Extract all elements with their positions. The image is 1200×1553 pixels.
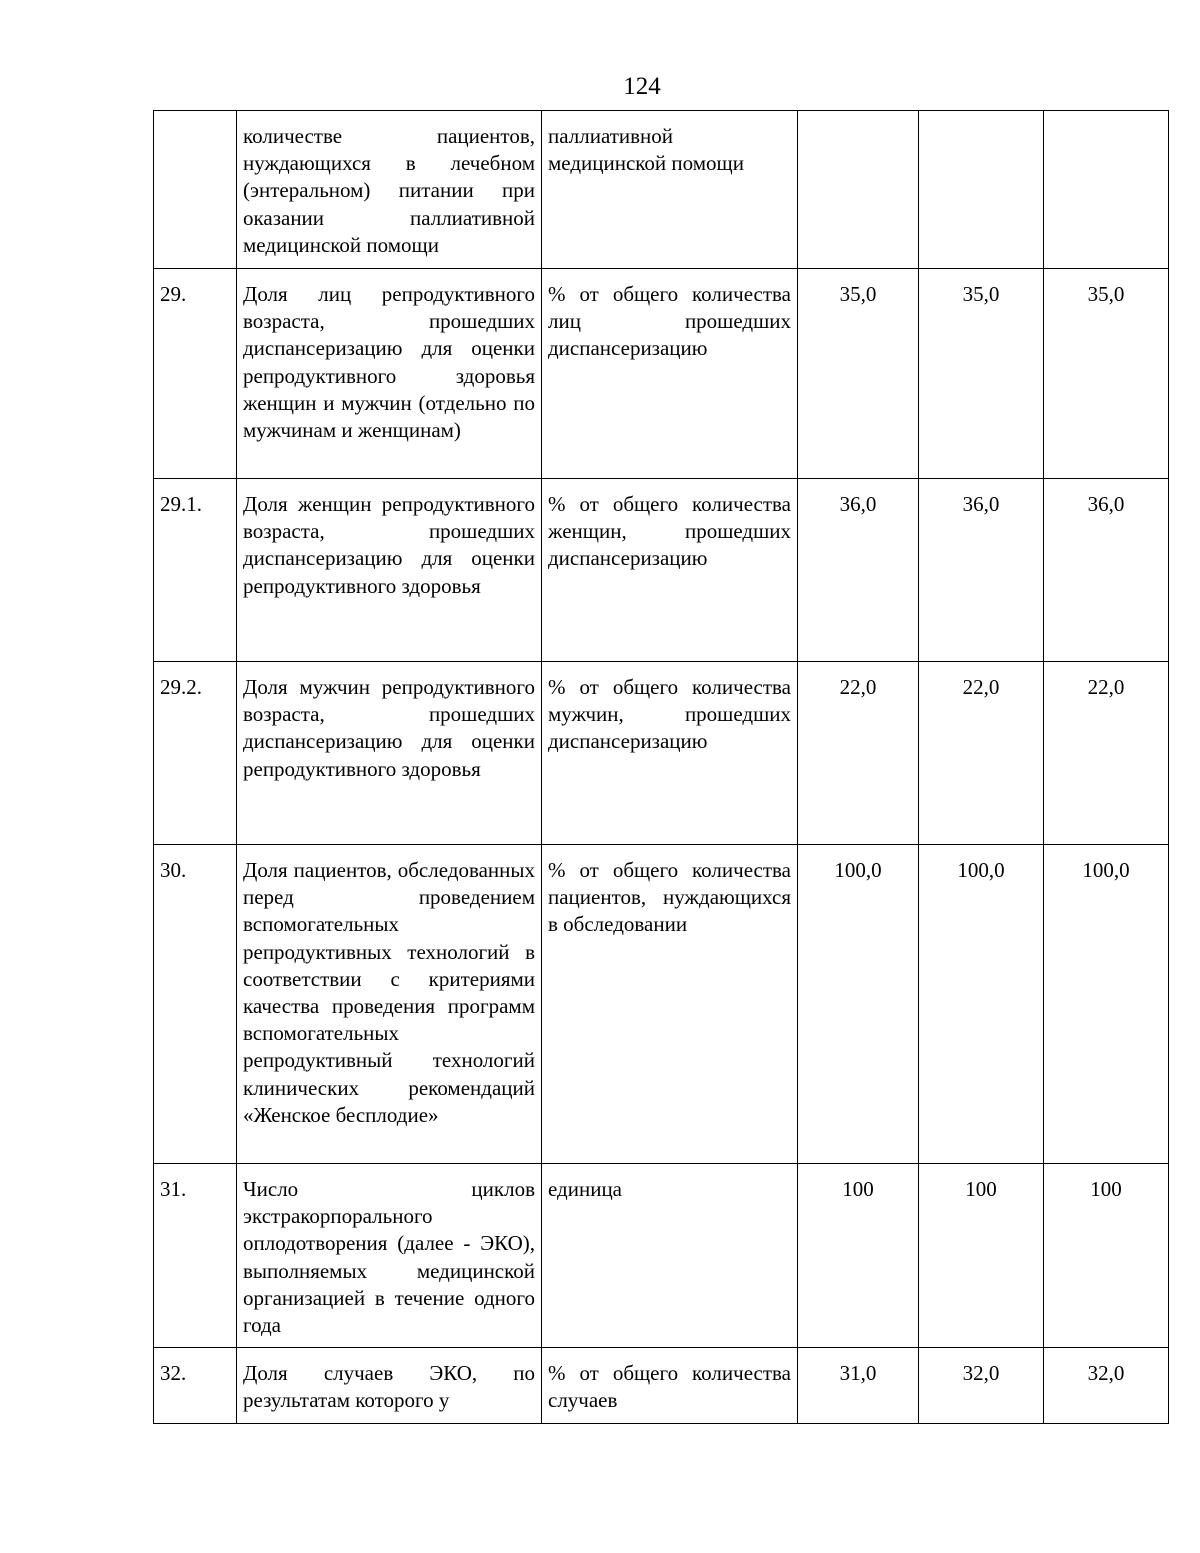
value-year-1: 100	[798, 1164, 919, 1348]
value-year-1	[798, 111, 919, 269]
table-row	[154, 1164, 1169, 1348]
unit-of-measure: единица	[542, 1164, 798, 1348]
value-year-2: 36,0	[919, 479, 1044, 662]
value-year-3: 32,0	[1044, 1348, 1169, 1423]
value-year-1: 31,0	[798, 1348, 919, 1423]
value-year-2: 22,0	[919, 662, 1044, 845]
unit-of-measure: % от общего количества женщин, прошедших диспансеризацию	[542, 479, 798, 662]
indicator-name: Число циклов экстракорпорального оплодотворения (далее - ЭКО), выполняемых медицинской организацией в течение одного года	[237, 1164, 542, 1348]
indicator-name: Доля женщин репродуктивного возраста, прошедших диспансеризацию для оценки репродуктивного здоровья	[237, 479, 542, 662]
indicators-table	[153, 110, 1169, 1424]
table-row	[154, 111, 1169, 269]
value-year-1: 22,0	[798, 662, 919, 845]
row-number: 29.2.	[154, 662, 237, 845]
value-year-3: 100,0	[1044, 845, 1169, 1164]
row-number: 32.	[154, 1348, 237, 1423]
value-year-2: 100,0	[919, 845, 1044, 1164]
page-number: 124	[623, 73, 661, 100]
indicator-name: количестве пациентов, нуждающихся в лечебном (энтеральном) питании при оказании паллиативной медицинской помощи	[237, 111, 542, 269]
value-year-3: 22,0	[1044, 662, 1169, 845]
value-year-2: 100	[919, 1164, 1044, 1348]
value-year-1: 35,0	[798, 269, 919, 479]
table-row	[154, 269, 1169, 479]
unit-of-measure: % от общего количества случаев	[542, 1348, 798, 1423]
table-row	[154, 1348, 1169, 1423]
indicator-name: Доля пациентов, обследованных перед проведением вспомогательных репродуктивных технологий в соответствии с критериями качества проведения программ вспомогательных репродуктивный технологий клинических рекомендаций «Женское бесплодие»	[237, 845, 542, 1164]
unit-of-measure: % от общего количества мужчин, прошедших диспансеризацию	[542, 662, 798, 845]
indicator-name: Доля мужчин репродуктивного возраста, прошедших диспансеризацию для оценки репродуктивного здоровья	[237, 662, 542, 845]
value-year-2: 35,0	[919, 269, 1044, 479]
row-number: 31.	[154, 1164, 237, 1348]
table-row	[154, 662, 1169, 845]
table-row	[154, 479, 1169, 662]
value-year-3: 100	[1044, 1164, 1169, 1348]
table-row	[154, 845, 1169, 1164]
indicator-name: Доля случаев ЭКО, по результатам которого у	[237, 1348, 542, 1423]
unit-of-measure: паллиативной медицинской помощи	[542, 111, 798, 269]
value-year-3	[1044, 111, 1169, 269]
indicator-name: Доля лиц репродуктивного возраста, прошедших диспансеризацию для оценки репродуктивного здоровья женщин и мужчин (отдельно по мужчинам и женщинам)	[237, 269, 542, 479]
value-year-1: 100,0	[798, 845, 919, 1164]
row-number	[154, 111, 237, 269]
value-year-1: 36,0	[798, 479, 919, 662]
row-number: 29.	[154, 269, 237, 479]
row-number: 30.	[154, 845, 237, 1164]
unit-of-measure: % от общего количества пациентов, нуждающихся в обследовании	[542, 845, 798, 1164]
value-year-3: 35,0	[1044, 269, 1169, 479]
value-year-3: 36,0	[1044, 479, 1169, 662]
value-year-2	[919, 111, 1044, 269]
value-year-2: 32,0	[919, 1348, 1044, 1423]
unit-of-measure: % от общего количества лиц прошедших диспансеризацию	[542, 269, 798, 479]
row-number: 29.1.	[154, 479, 237, 662]
